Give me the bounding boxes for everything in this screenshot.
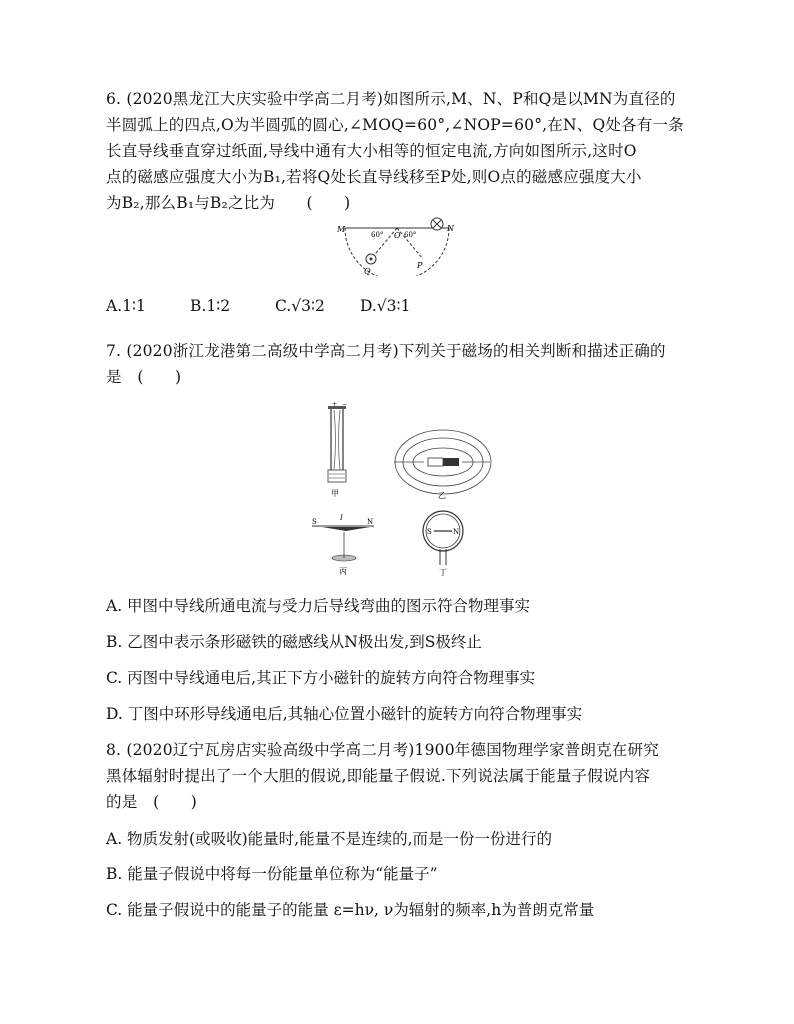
q8-option-a: A. 物质发射(或吸收)能量时,能量不是连续的,而是一份一份进行的: [106, 830, 552, 848]
bing-s: S: [312, 518, 317, 526]
q6-line-5: 为B₂,那么B₁与B₂之比为 ( ): [106, 194, 351, 212]
q7-line-2: 是 ( ): [106, 368, 182, 386]
label-q: Q: [364, 267, 371, 276]
q8-line-2: 黑体辐射时提出了一个大胆的假说,即能量子假说.下列说法属于能量子假说内容: [106, 767, 651, 785]
q7-figure-bing: [310, 508, 380, 578]
q6-option-c: C.√3∶2: [275, 297, 325, 315]
bing-n: N: [367, 518, 374, 526]
q6-line-4: 点的磁感应强度大小为B₁,若将Q处长直导线移至P处,则O点的磁感应强度大小: [106, 168, 642, 186]
jia-minus: −: [342, 401, 348, 408]
q6-option-d: D.√3∶1: [360, 297, 411, 315]
q7-figure-yi: [392, 428, 492, 500]
q8-line-3: 的是 ( ): [106, 793, 197, 811]
q6-figure: [335, 214, 460, 276]
q7-line-1: 7. (2020浙江龙港第二高级中学高二月考)下列关于磁场的相关判断和描述正确的: [106, 342, 666, 360]
q6-line-1: 6. (2020黑龙江大庆实验中学高二月考)如图所示,M、N、P和Q是以MN为直径的: [106, 90, 676, 108]
q6-option-a: A.1∶1: [106, 297, 146, 315]
bing-i: I: [340, 514, 343, 522]
q8-line-1: 8. (2020辽宁瓦房店实验高级中学高二月考)1900年德国物理学家普朗克在研究: [106, 741, 659, 759]
label-p: P: [417, 261, 423, 270]
label-bing: 丙: [339, 567, 347, 576]
label-o: O: [394, 231, 401, 240]
ding-n: N: [453, 528, 460, 536]
label-m: M: [337, 225, 346, 234]
label-ding: 丁: [439, 568, 447, 577]
jia-plus: +: [332, 401, 338, 408]
q7-option-d: D. 丁图中环形导线通电后,其轴心位置小磁针的旋转方向符合物理事实: [106, 705, 583, 723]
q6-line-3: 长直导线垂直穿过纸面,导线中通有大小相等的恒定电流,方向如图所示,这时O: [106, 142, 637, 160]
label-n: N: [447, 224, 454, 233]
q7-figure-ding: [416, 505, 470, 577]
q6-line-2: 半圆弧上的四点,O为半圆弧的圆心,∠MOQ=60°,∠NOP=60°,在N、Q处各有一条: [106, 116, 684, 134]
q6-option-b: B.1∶2: [190, 297, 231, 315]
q8-option-b: B. 能量子假说中将每一份能量单位称为“能量子”: [106, 865, 438, 883]
q7-option-a: A. 甲图中导线所通电流与受力后导线弯曲的图示符合物理事实: [106, 597, 531, 615]
label-yi: 乙: [438, 491, 446, 500]
q7-option-c: C. 丙图中导线通电后,其正下方小磁针的旋转方向符合物理事实: [106, 669, 536, 687]
ding-s: S: [427, 528, 432, 536]
q7-option-b: B. 乙图中表示条形磁铁的磁感线从N极出发,到S极终止: [106, 633, 482, 651]
angle-label-1: 60°: [371, 231, 384, 239]
label-jia: 甲: [331, 489, 339, 498]
angle-label-2: 60°: [404, 231, 417, 239]
q8-option-c: C. 能量子假说中的能量子的能量 ε=hν, ν为辐射的频率,h为普朗克常量: [106, 901, 595, 919]
q7-figure-jia: [318, 400, 358, 500]
